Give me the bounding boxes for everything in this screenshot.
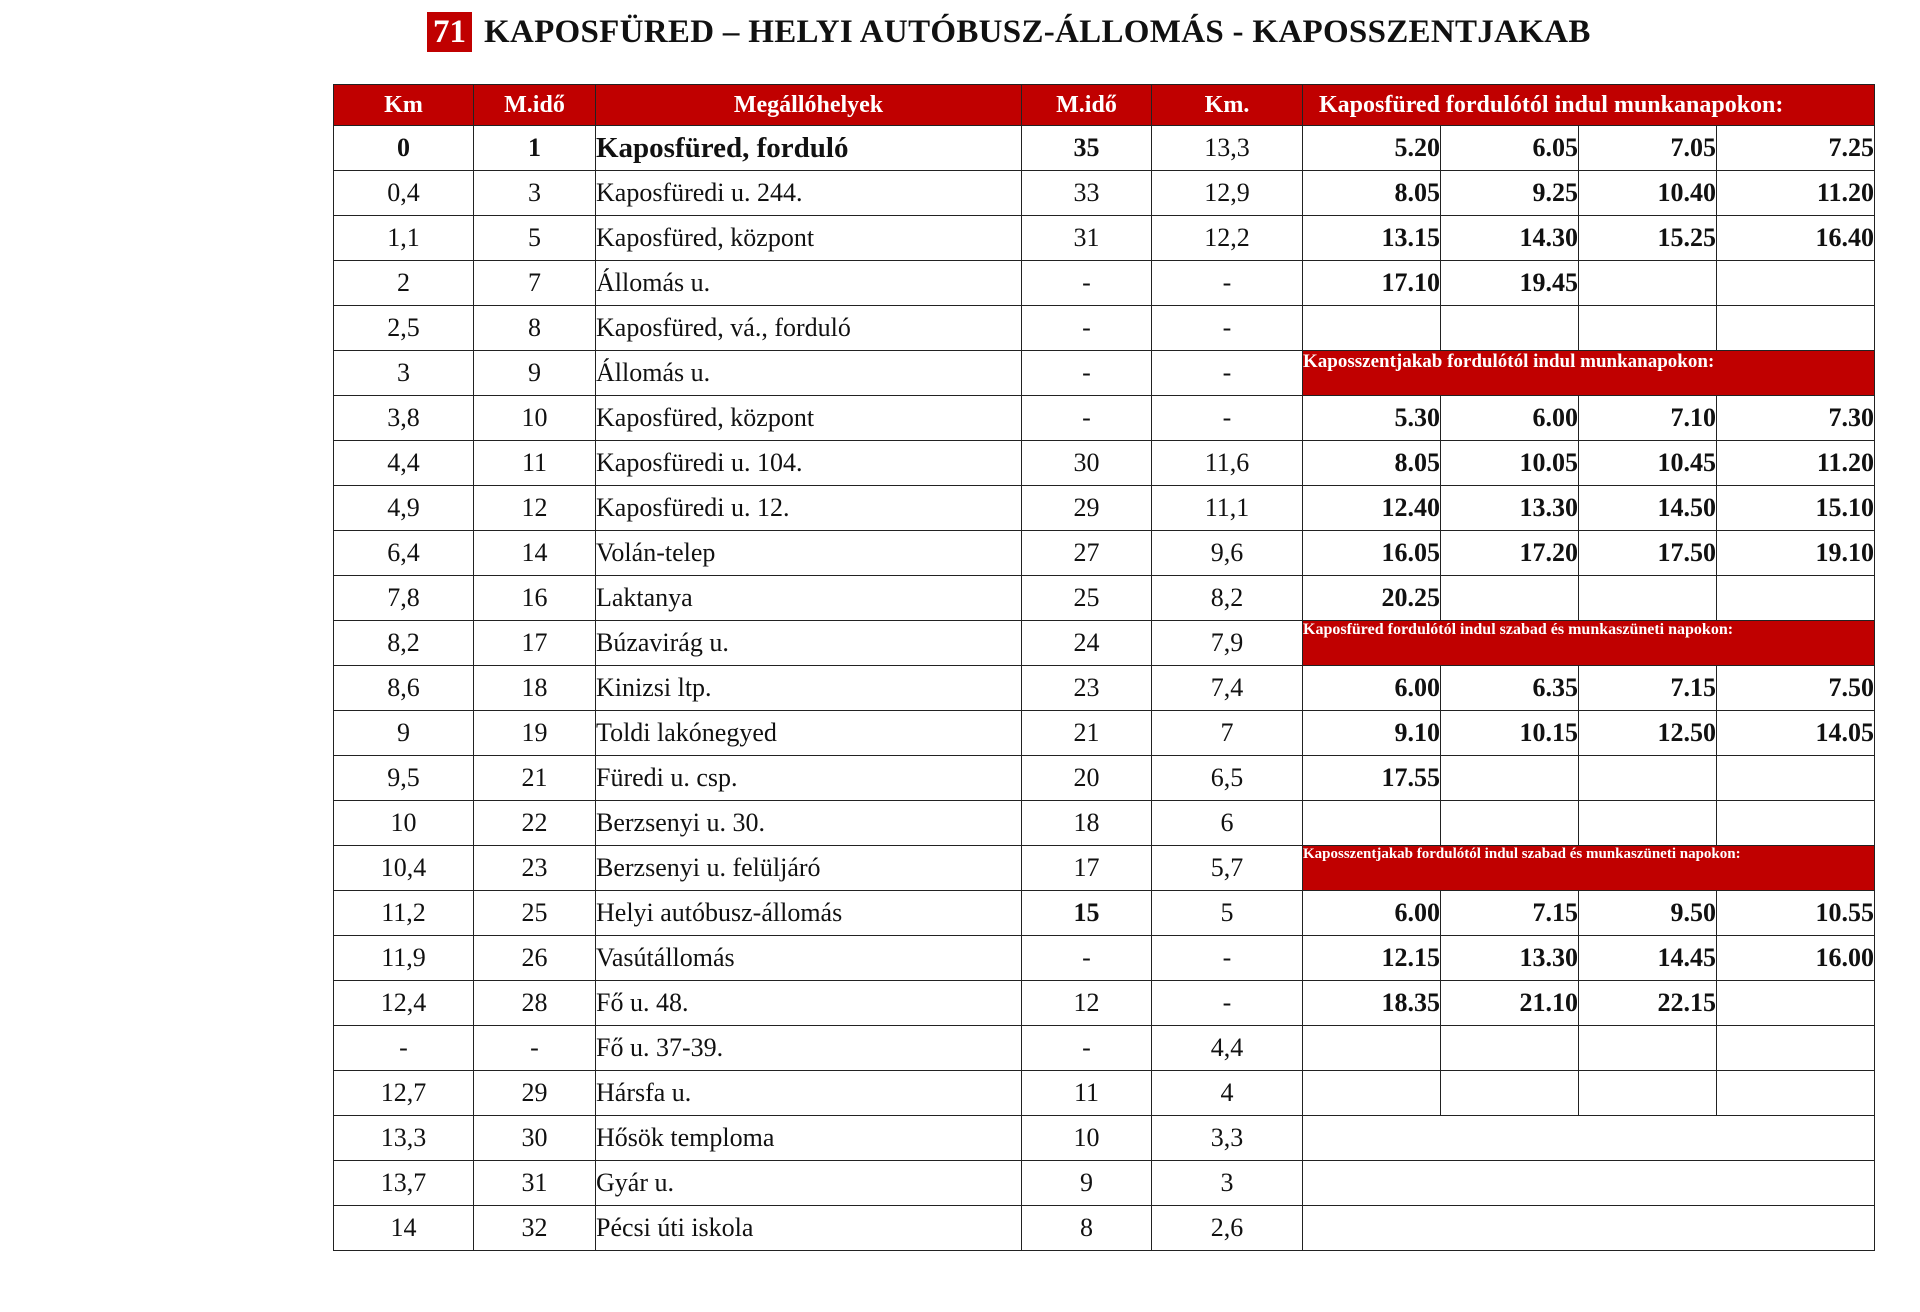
km-cell: 4,4 — [334, 441, 474, 486]
departure-time: 14.45 — [1579, 936, 1717, 981]
km-return-cell: 6 — [1152, 801, 1303, 846]
time-cell: 18 — [474, 666, 596, 711]
time-return-cell: - — [1022, 306, 1152, 351]
table-row — [334, 711, 1875, 756]
km-cell: 0,4 — [334, 171, 474, 216]
schedule-section-header: Kaposszentjakab fordulótól indul munkanapokon: — [1303, 351, 1875, 396]
departure-time: 18.35 — [1303, 981, 1441, 1026]
table-row — [334, 216, 1875, 261]
stop-name: Laktanya — [596, 576, 1022, 621]
departure-time — [1717, 981, 1875, 1026]
km-cell: 10 — [334, 801, 474, 846]
departure-time: 22.15 — [1579, 981, 1717, 1026]
departure-time: 9.10 — [1303, 711, 1441, 756]
km-cell: 4,9 — [334, 486, 474, 531]
stop-name: Hársfa u. — [596, 1071, 1022, 1116]
departure-time — [1303, 1026, 1441, 1071]
stop-name: Fő u. 48. — [596, 981, 1022, 1026]
km-cell: 11,2 — [334, 891, 474, 936]
table-row — [334, 756, 1875, 801]
departure-time — [1303, 801, 1441, 846]
km-return-cell: 7 — [1152, 711, 1303, 756]
time-cell: 9 — [474, 351, 596, 396]
col-header-time-return: M.idő — [1022, 85, 1152, 126]
stop-name: Füredi u. csp. — [596, 756, 1022, 801]
departure-time: 10.55 — [1717, 891, 1875, 936]
km-cell: 8,2 — [334, 621, 474, 666]
stop-name: Toldi lakónegyed — [596, 711, 1022, 756]
departure-time: 12.15 — [1303, 936, 1441, 981]
departure-time — [1717, 801, 1875, 846]
departure-time: 6.35 — [1441, 666, 1579, 711]
departure-time: 16.05 — [1303, 531, 1441, 576]
stop-name: Kaposfüred, vá., forduló — [596, 306, 1022, 351]
time-cell: 14 — [474, 531, 596, 576]
table-row — [334, 1071, 1875, 1116]
departure-time — [1579, 576, 1717, 621]
departure-time: 7.15 — [1579, 666, 1717, 711]
time-cell: 19 — [474, 711, 596, 756]
time-return-cell: 24 — [1022, 621, 1152, 666]
stop-name: Helyi autóbusz-állomás — [596, 891, 1022, 936]
time-cell: 17 — [474, 621, 596, 666]
time-return-cell: 12 — [1022, 981, 1152, 1026]
time-cell: - — [474, 1026, 596, 1071]
col-header-km: Km — [334, 85, 474, 126]
table-row — [334, 621, 1875, 666]
km-return-cell: 5,7 — [1152, 846, 1303, 891]
time-return-cell: - — [1022, 261, 1152, 306]
departure-time: 12.50 — [1579, 711, 1717, 756]
table-row — [334, 1116, 1875, 1161]
km-cell: 12,4 — [334, 981, 474, 1026]
km-cell: 13,7 — [334, 1161, 474, 1206]
departure-time — [1717, 261, 1875, 306]
time-cell: 31 — [474, 1161, 596, 1206]
time-cell: 30 — [474, 1116, 596, 1161]
km-return-cell: - — [1152, 396, 1303, 441]
km-return-cell: - — [1152, 261, 1303, 306]
time-return-cell: 31 — [1022, 216, 1152, 261]
time-return-cell: 8 — [1022, 1206, 1152, 1251]
departure-time: 13.30 — [1441, 936, 1579, 981]
km-cell: 6,4 — [334, 531, 474, 576]
departure-time: 10.40 — [1579, 171, 1717, 216]
km-return-cell: 3 — [1152, 1161, 1303, 1206]
table-row — [334, 576, 1875, 621]
km-cell: 9 — [334, 711, 474, 756]
departure-time — [1579, 306, 1717, 351]
col-header-stops: Megállóhelyek — [596, 85, 1022, 126]
table-row — [334, 1161, 1875, 1206]
time-cell: 32 — [474, 1206, 596, 1251]
departure-time — [1441, 1071, 1579, 1116]
time-return-cell: - — [1022, 936, 1152, 981]
blank-area — [1303, 1161, 1875, 1206]
departure-time: 6.00 — [1303, 666, 1441, 711]
departure-time: 17.55 — [1303, 756, 1441, 801]
stop-name: Kaposfüredi u. 244. — [596, 171, 1022, 216]
km-return-cell: 2,6 — [1152, 1206, 1303, 1251]
departure-time: 11.20 — [1717, 441, 1875, 486]
stop-name: Vasútállomás — [596, 936, 1022, 981]
table-row — [334, 306, 1875, 351]
time-return-cell: 18 — [1022, 801, 1152, 846]
stop-name: Pécsi úti iskola — [596, 1206, 1022, 1251]
time-cell: 16 — [474, 576, 596, 621]
time-return-cell: - — [1022, 1026, 1152, 1071]
time-cell: 7 — [474, 261, 596, 306]
departure-time — [1303, 306, 1441, 351]
km-return-cell: - — [1152, 981, 1303, 1026]
km-cell: 7,8 — [334, 576, 474, 621]
time-return-cell: 27 — [1022, 531, 1152, 576]
stop-name: Állomás u. — [596, 261, 1022, 306]
departure-time: 7.15 — [1441, 891, 1579, 936]
table-row — [334, 846, 1875, 891]
route-title: KAPOSFÜRED – HELYI AUTÓBUSZ-ÁLLOMÁS - KAPOSSZENTJAKAB — [484, 13, 1591, 50]
stop-name: Gyár u. — [596, 1161, 1022, 1206]
departure-time: 6.00 — [1441, 396, 1579, 441]
schedule-section-header: Kaposszentjakab fordulótól indul szabad és munkaszüneti napokon: — [1303, 846, 1875, 891]
km-cell: 3 — [334, 351, 474, 396]
km-cell: - — [334, 1026, 474, 1071]
km-return-cell: 11,6 — [1152, 441, 1303, 486]
departure-time — [1441, 1026, 1579, 1071]
departure-time: 5.30 — [1303, 396, 1441, 441]
time-cell: 10 — [474, 396, 596, 441]
departure-time: 11.20 — [1717, 171, 1875, 216]
time-cell: 21 — [474, 756, 596, 801]
km-cell: 3,8 — [334, 396, 474, 441]
time-cell: 25 — [474, 891, 596, 936]
departure-time: 9.25 — [1441, 171, 1579, 216]
time-return-cell: 9 — [1022, 1161, 1152, 1206]
departure-time: 8.05 — [1303, 171, 1441, 216]
stop-name: Állomás u. — [596, 351, 1022, 396]
departure-time: 8.05 — [1303, 441, 1441, 486]
timetable — [333, 84, 1875, 1251]
departure-time: 13.30 — [1441, 486, 1579, 531]
departure-time — [1717, 576, 1875, 621]
stop-name: Kaposfüred, központ — [596, 396, 1022, 441]
header-row — [334, 85, 1875, 126]
km-cell: 2 — [334, 261, 474, 306]
col-header-km-return: Km. — [1152, 85, 1303, 126]
stop-name: Berzsenyi u. 30. — [596, 801, 1022, 846]
departure-time: 10.15 — [1441, 711, 1579, 756]
km-return-cell: 12,9 — [1152, 171, 1303, 216]
km-return-cell: 7,9 — [1152, 621, 1303, 666]
km-return-cell: 6,5 — [1152, 756, 1303, 801]
time-return-cell: 20 — [1022, 756, 1152, 801]
km-return-cell: 9,6 — [1152, 531, 1303, 576]
km-return-cell: - — [1152, 936, 1303, 981]
km-return-cell: 3,3 — [1152, 1116, 1303, 1161]
schedule-header: Kaposfüred fordulótól indul munkanapokon: — [1303, 85, 1875, 126]
departure-time — [1579, 261, 1717, 306]
table-row — [334, 666, 1875, 711]
km-cell: 12,7 — [334, 1071, 474, 1116]
time-return-cell: 21 — [1022, 711, 1152, 756]
departure-time: 7.05 — [1579, 126, 1717, 171]
departure-time — [1579, 801, 1717, 846]
stop-name: Kaposfüred, központ — [596, 216, 1022, 261]
departure-time: 6.05 — [1441, 126, 1579, 171]
km-cell: 2,5 — [334, 306, 474, 351]
km-return-cell: 7,4 — [1152, 666, 1303, 711]
stop-name: Búzavirág u. — [596, 621, 1022, 666]
stop-name: Kaposfüredi u. 104. — [596, 441, 1022, 486]
schedule-section-header: Kaposfüred fordulótól indul szabad és munkaszüneti napokon: — [1303, 621, 1875, 666]
table-row — [334, 936, 1875, 981]
stop-name: Volán-telep — [596, 531, 1022, 576]
km-cell: 10,4 — [334, 846, 474, 891]
departure-time: 16.40 — [1717, 216, 1875, 261]
table-row — [334, 981, 1875, 1026]
table-row — [334, 1026, 1875, 1071]
departure-time: 10.05 — [1441, 441, 1579, 486]
km-cell: 9,5 — [334, 756, 474, 801]
departure-time: 7.50 — [1717, 666, 1875, 711]
departure-time: 13.15 — [1303, 216, 1441, 261]
departure-time — [1579, 1071, 1717, 1116]
departure-time: 6.00 — [1303, 891, 1441, 936]
time-return-cell: 25 — [1022, 576, 1152, 621]
table-row — [334, 801, 1875, 846]
table-row — [334, 441, 1875, 486]
stop-name: Kaposfüred, forduló — [596, 126, 1022, 171]
departure-time: 14.30 — [1441, 216, 1579, 261]
time-cell: 12 — [474, 486, 596, 531]
table-row — [334, 171, 1875, 216]
departure-time: 5.20 — [1303, 126, 1441, 171]
km-cell: 13,3 — [334, 1116, 474, 1161]
time-cell: 11 — [474, 441, 596, 486]
stop-name: Kaposfüredi u. 12. — [596, 486, 1022, 531]
departure-time: 7.10 — [1579, 396, 1717, 441]
time-return-cell: 33 — [1022, 171, 1152, 216]
time-return-cell: - — [1022, 396, 1152, 441]
km-cell: 8,6 — [334, 666, 474, 711]
departure-time: 10.45 — [1579, 441, 1717, 486]
departure-time: 9.50 — [1579, 891, 1717, 936]
table-row — [334, 486, 1875, 531]
departure-time: 12.40 — [1303, 486, 1441, 531]
time-cell: 26 — [474, 936, 596, 981]
col-header-time: M.idő — [474, 85, 596, 126]
time-return-cell: 23 — [1022, 666, 1152, 711]
time-return-cell: - — [1022, 351, 1152, 396]
km-return-cell: 4 — [1152, 1071, 1303, 1116]
table-row — [334, 261, 1875, 306]
km-return-cell: - — [1152, 351, 1303, 396]
departure-time: 15.25 — [1579, 216, 1717, 261]
departure-time — [1717, 756, 1875, 801]
stop-name: Berzsenyi u. felüljáró — [596, 846, 1022, 891]
km-return-cell: 11,1 — [1152, 486, 1303, 531]
departure-time — [1441, 801, 1579, 846]
time-cell: 1 — [474, 126, 596, 171]
time-cell: 5 — [474, 216, 596, 261]
stop-name: Kinizsi ltp. — [596, 666, 1022, 711]
table-row — [334, 351, 1875, 396]
blank-area — [1303, 1116, 1875, 1161]
departure-time — [1441, 756, 1579, 801]
departure-time: 7.25 — [1717, 126, 1875, 171]
km-cell: 0 — [334, 126, 474, 171]
time-return-cell: 15 — [1022, 891, 1152, 936]
km-return-cell: 8,2 — [1152, 576, 1303, 621]
km-cell: 1,1 — [334, 216, 474, 261]
table-row — [334, 1206, 1875, 1251]
departure-time — [1441, 306, 1579, 351]
departure-time: 7.30 — [1717, 396, 1875, 441]
departure-time — [1441, 576, 1579, 621]
departure-time: 17.10 — [1303, 261, 1441, 306]
time-return-cell: 35 — [1022, 126, 1152, 171]
stop-name: Hősök temploma — [596, 1116, 1022, 1161]
departure-time: 19.10 — [1717, 531, 1875, 576]
departure-time — [1579, 756, 1717, 801]
departure-time — [1717, 306, 1875, 351]
departure-time: 20.25 — [1303, 576, 1441, 621]
km-return-cell: 12,2 — [1152, 216, 1303, 261]
time-cell: 29 — [474, 1071, 596, 1116]
km-return-cell: 4,4 — [1152, 1026, 1303, 1071]
page-title — [427, 10, 1591, 54]
km-return-cell: 5 — [1152, 891, 1303, 936]
departure-time: 19.45 — [1441, 261, 1579, 306]
table-row — [334, 531, 1875, 576]
time-return-cell: 30 — [1022, 441, 1152, 486]
km-cell: 11,9 — [334, 936, 474, 981]
time-cell: 8 — [474, 306, 596, 351]
blank-area — [1303, 1206, 1875, 1251]
stop-name: Fő u. 37-39. — [596, 1026, 1022, 1071]
time-return-cell: 11 — [1022, 1071, 1152, 1116]
departure-time: 16.00 — [1717, 936, 1875, 981]
table-row — [334, 891, 1875, 936]
time-return-cell: 10 — [1022, 1116, 1152, 1161]
departure-time — [1717, 1071, 1875, 1116]
km-return-cell: 13,3 — [1152, 126, 1303, 171]
table-row — [334, 396, 1875, 441]
departure-time: 14.05 — [1717, 711, 1875, 756]
route-number-badge: 71 — [427, 12, 472, 52]
departure-time — [1717, 1026, 1875, 1071]
departure-time: 21.10 — [1441, 981, 1579, 1026]
departure-time: 17.50 — [1579, 531, 1717, 576]
departure-time: 15.10 — [1717, 486, 1875, 531]
km-cell: 14 — [334, 1206, 474, 1251]
km-return-cell: - — [1152, 306, 1303, 351]
time-return-cell: 17 — [1022, 846, 1152, 891]
table-row — [334, 126, 1875, 171]
departure-time — [1579, 1026, 1717, 1071]
time-cell: 23 — [474, 846, 596, 891]
departure-time: 17.20 — [1441, 531, 1579, 576]
time-cell: 22 — [474, 801, 596, 846]
time-cell: 28 — [474, 981, 596, 1026]
time-return-cell: 29 — [1022, 486, 1152, 531]
departure-time: 14.50 — [1579, 486, 1717, 531]
departure-time — [1303, 1071, 1441, 1116]
time-cell: 3 — [474, 171, 596, 216]
